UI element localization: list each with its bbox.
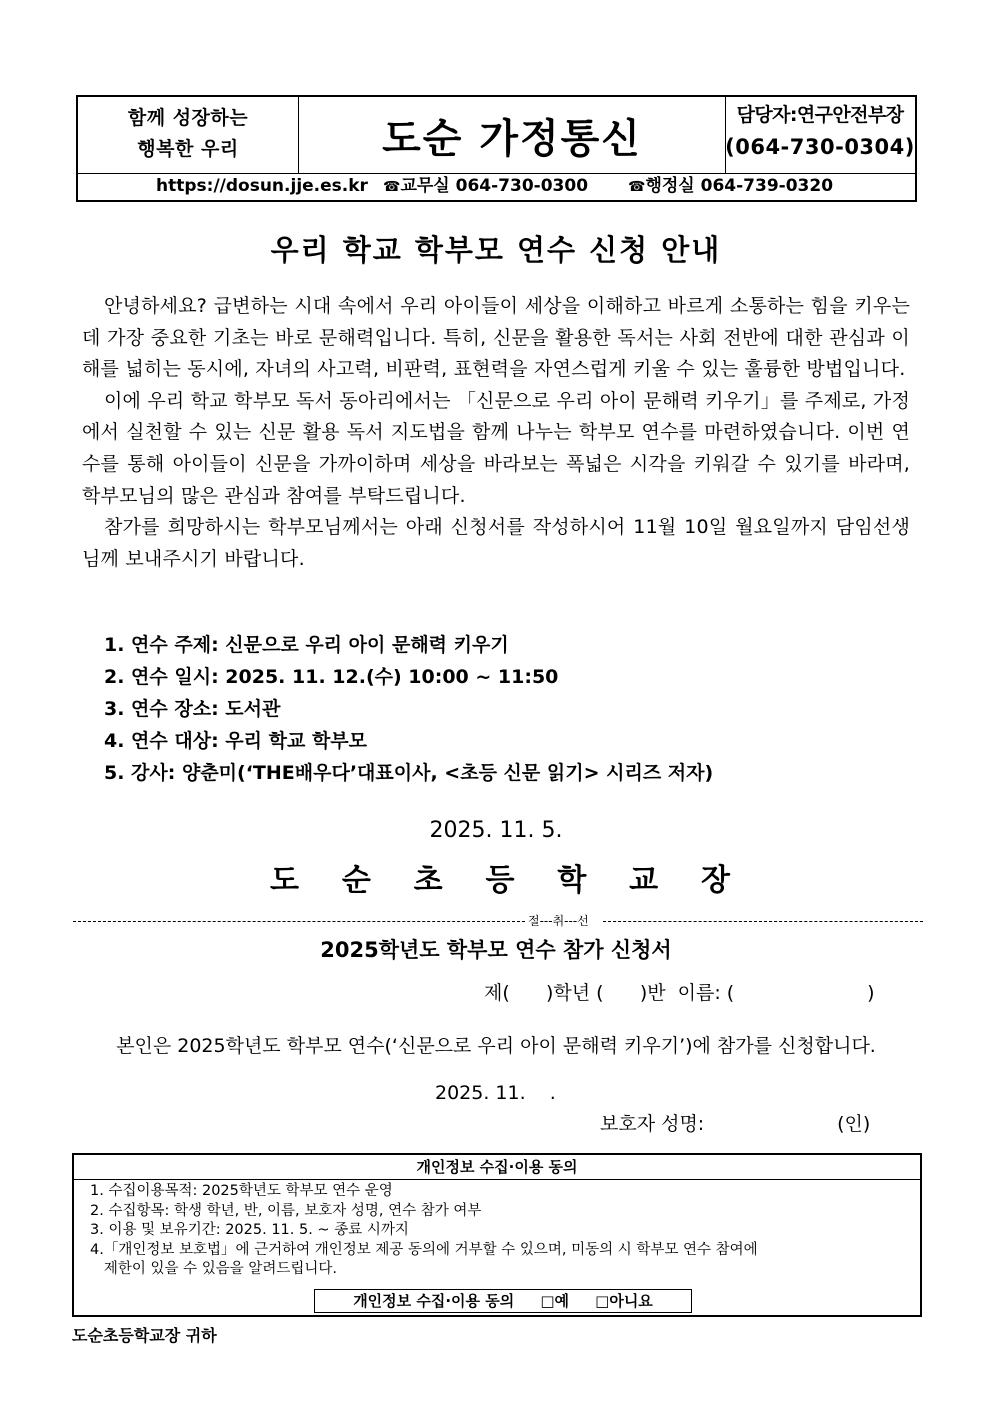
privacy-item: 1. 수집이용목적: 2025학년도 학부모 연수 운영 [90, 1183, 393, 1199]
staff-room-contact [383, 173, 588, 201]
guardian-signature-field[interactable]: 보호자 성명: (인) [600, 1113, 871, 1135]
privacy-list [74, 1180, 920, 1280]
principal-char: 순 [341, 863, 371, 898]
detail-datetime: 2. 연수 일시: 2025. 11. 12.(수) 10:00 ~ 11:50 [104, 666, 559, 688]
consent-row [314, 1289, 692, 1313]
notice-title: 우리 학교 학부모 연수 신청 안내 [270, 233, 722, 267]
principal-char: 학 [557, 863, 587, 898]
paragraph-3: 참가를 희망하시는 학부모님께서는 아래 신청서를 작성하시어 11월 10일 월요일까지 담임선생님께 보내주시기 바랍니다. [82, 516, 910, 570]
header-contact-row [78, 173, 915, 200]
detail-audience: 4. 연수 대상: 우리 학교 학부모 [104, 730, 368, 752]
contact-person: 담당자:연구안전부장 [736, 104, 904, 126]
principal-char: 도 [270, 863, 299, 898]
privacy-item: 제한이 있을 수 있음을 알려드립니다. [90, 1261, 337, 1277]
detail-topic: 1. 연수 주제: 신문으로 우리 아이 문해력 키우기 [104, 634, 509, 656]
detail-lecturer: 5. 강사: 양춘미(‘THE배우다’대표이사, <초등 신문 읽기> 시리즈 저자) [104, 762, 714, 784]
cut-line [73, 911, 923, 931]
application-date-field[interactable]: 2025. 11. . [435, 1082, 556, 1104]
consent-no-checkbox[interactable]: □아니요 [595, 1292, 653, 1310]
principal-char: 등 [485, 863, 515, 898]
principal-char: 교 [629, 863, 659, 898]
staff-room-phone: 교무실 064-730-0300 [400, 176, 589, 196]
newsletter-title: 도순 가정통신 [299, 97, 726, 173]
cut-line-label: 절---취---선 [528, 914, 589, 928]
consent-yes-checkbox[interactable]: □예 [540, 1292, 570, 1310]
paragraph-1: 안녕하세요? 급변하는 시대 속에서 우리 아이들이 세상을 이해하고 바르게 소통하는 힘을 키우는 데 가장 중요한 기초는 바로 문해력입니다. 특히, 신문을 활용한 독서는 사회 전반에 대한 관심과 이해를 넓히는 동시에, 자녀의 사고력, 비판력, 표현력을 자연스럽게 키울 수 있는 훌륭한 방법입니다. [82, 295, 910, 381]
detail-location: 3. 연수 장소: 도서관 [104, 698, 281, 720]
slogan-line-2: 행복한 우리 [137, 138, 239, 160]
paragraph-2: 이에 우리 학교 학부모 독서 동아리에서는 「신문으로 우리 아이 문해력 키우기」를 주제로, 가정에서 실천할 수 있는 신문 활용 독서 지도법을 함께 나누는 학부모 연수를 마련하였습니다. 이번 연수를 통해 아이들이 신문을 가까이하며 세상을 바라보는 폭넓은 시각을 키워갈 수 있기를 바라며, 학부모님의 많은 관심과 참여를 부탁드립니다. [82, 389, 911, 507]
form-title: 2025학년도 학부모 연수 참가 신청서 [320, 938, 672, 962]
admin-office-phone: 행정실 064-739-0320 [645, 176, 834, 196]
privacy-consent-box [72, 1153, 922, 1317]
privacy-item: 4.「개인정보 보호법」에 근거하여 개인정보 제공 동의에 거부할 수 있으며, 미동의 시 학부모 연수 참여에 [90, 1241, 758, 1258]
newsletter-header [76, 95, 917, 202]
student-info-field[interactable]: 제( )학년 ( )반 이름: ( ) [484, 982, 875, 1004]
school-slogan [78, 97, 299, 173]
principal-signature [270, 855, 730, 899]
recipient-footer: 도순초등학교장 귀하 [72, 1326, 217, 1345]
cut-line-left [73, 921, 525, 922]
notice-date: 2025. 11. 5. [429, 818, 563, 843]
cut-line-right [603, 921, 923, 922]
slogan-line-1: 함께 성장하는 [127, 107, 249, 129]
header-top-row [78, 97, 915, 174]
phone-icon: ☎ [628, 179, 646, 195]
contact-info [725, 97, 915, 173]
consent-label: 개인정보 수집·이용 동의 [353, 1292, 515, 1310]
privacy-item: 2. 수집항목: 학생 학년, 반, 이름, 보호자 성명, 연수 참가 여부 [90, 1202, 482, 1219]
phone-icon: ☎ [383, 179, 401, 195]
training-details [104, 629, 713, 789]
website-link[interactable]: https://dosun.jje.es.kr [156, 176, 368, 196]
principal-char: 장 [700, 863, 730, 898]
principal-char: 초 [413, 863, 443, 898]
privacy-title: 개인정보 수집·이용 동의 [74, 1155, 920, 1180]
privacy-item: 3. 이용 및 보유기간: 2025. 11. 5. ~ 종료 시까지 [90, 1222, 409, 1238]
notice-body [82, 291, 910, 575]
application-statement: 본인은 2025학년도 학부모 연수(‘신문으로 우리 아이 문해력 키우기’)에 참가를 신청합니다. [116, 1035, 876, 1057]
contact-phone: (064-730-0304) [725, 135, 915, 159]
admin-office-contact [628, 173, 833, 201]
